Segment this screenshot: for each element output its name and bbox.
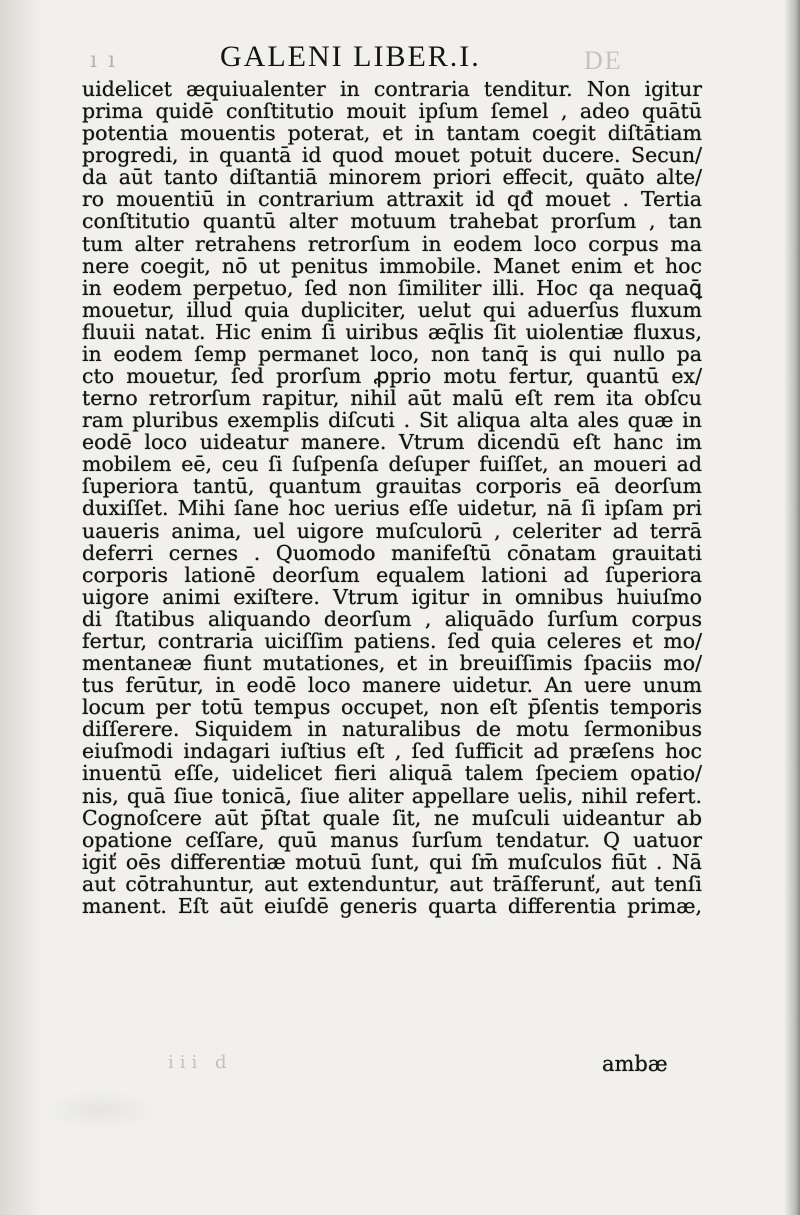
text-line: fluuii natat. Hic enim ſi uiribus æq̄lis ſit uiolentiæ fluxus, [82,319,702,344]
show-through-heading: DE [584,46,623,75]
text-line: ſuperiora tantū, quantum grauitas corporis eā deorſum [82,474,702,499]
body-text [82,78,702,917]
text-line: nere coegit, nō ut penitus immobile. Manet enim et hoc [82,253,702,278]
text-line: uigore animi exiſtere. Vtrum igitur in omnibus huiuſmo [82,584,702,609]
text-line: opatione ceſſare, quū manus ſurſum tendatur. Q uatuor [82,827,702,852]
text-line: ro mouentiū in contrarium attraxit id qđ mouet . Tertia [82,187,702,212]
page-header [0,40,800,80]
text-line: eodē loco uideatur manere. Vtrum dicendū eſt hanc im [82,430,702,455]
gutter-shadow [0,0,42,1215]
text-line: terno retrorſum rapitur, nihil aūt malū eſt rem ita obſcu [82,386,702,411]
text-line: inuentū eſſe, uidelicet fieri aliquā talem ſpeciem opatio/ [82,761,702,786]
text-line: in eodem ſemp permanet loco, non tanq̄ is qui nullo pa [82,341,702,366]
text-line: mobilem eē, ceu ſi ſuſpenſa deſuper fuiſſet, an moueri ad [82,452,702,477]
text-line: uidelicet æquiualenter in contraria tenditur. Non igitur [82,77,702,101]
text-line: Cognoſcere aūt p̄ſtat quale ſit, ne muſculi uideantur ab [82,805,702,830]
text-line: progredi, in quantā id quod mouet potuit ducere. Secun/ [82,143,702,168]
text-line: fertur, contraria uiciſſim patiens. ſed quia celeres et mo/ [82,628,702,653]
text-line: cto mouetur, ſed prorſum ꝓprio motu fertur, quantū ex/ [82,364,702,389]
text-line: prima quidē conſtitutio mouit ipſum ſemel , adeo quātū [82,99,702,124]
text-line: locum per totū tempus occupet, non eſt p̄ſentis temporis [82,695,702,720]
text-line: mentaneæ fiunt mutationes, et in breuiſſimis ſpaciis mo/ [82,651,702,676]
text-line: mouetur, illud quia dupliciter, uelut qui aduerſus fluxum [82,297,702,322]
show-through-signature: iii d [168,1052,233,1073]
text-line: nis, quā ſiue tonicā, ſiue aliter appellare uelis, nihil refert. [82,783,702,808]
text-line: da aūt tanto diſtantiā minorem priori effecit, quāto alte/ [82,165,702,190]
page-edge [784,0,800,1215]
text-line: tus ferūtur, in eodē loco manere uidetur. An uere unum [82,673,702,698]
text-line: uaueris anima, uel uigore muſculorū , celeriter ad terrā [82,518,702,543]
header-left-mark: ı ı [90,48,118,73]
text-line: eiuſmodi indagari iuſtius eſt , ſed ſufficit ad præſens hoc [82,739,702,764]
text-line: in eodem perpetuo, ſed non ſimiliter illi. Hoc qa nequaꝗ̄ [82,275,702,300]
text-line: ram pluribus exemplis diſcuti . Sit aliqua alta ales quæ in [82,408,702,433]
text-line: di ſtatibus aliquando deorſum , aliquādo ſurſum corpus [82,606,702,631]
text-line: diſſerere. Siquidem in naturalibus de motu ſermonibus [82,717,702,742]
ink-bleed-mark [40,1090,160,1130]
text-line: corporis lationē deorſum equalem lationi ad ſuperiora [82,562,702,587]
catchword: ambæ [602,1052,668,1076]
text-line: igiť oēs differentiæ motuū ſunt, qui ſm̄ muſculos fiūt . Nā [82,849,702,874]
text-line: duxiſſet. Mihi ſane hoc uerius eſſe uidetur, nā ſi ipſam pri [82,496,702,521]
text-line: manent. Eſt aūt eiuſdē generis quarta differentia primæ, [82,893,702,918]
text-line: potentia mouentis poterat, et in tantam coegit diſtātiam [82,121,702,146]
text-line: aut cōtrahuntur, aut extenduntur, aut trāſferunť, aut tenſi [82,871,702,896]
text-line: tum alter retrahens retrorſum in eodem loco corpus ma [82,231,702,256]
running-title: GALENI LIBER.I. [220,40,481,73]
text-line: deferri cernes . Quomodo manifeſtū cōnatam grauitati [82,540,702,565]
text-line: conſtitutio quantū alter motuum trahebat prorſum , tan [82,209,702,234]
